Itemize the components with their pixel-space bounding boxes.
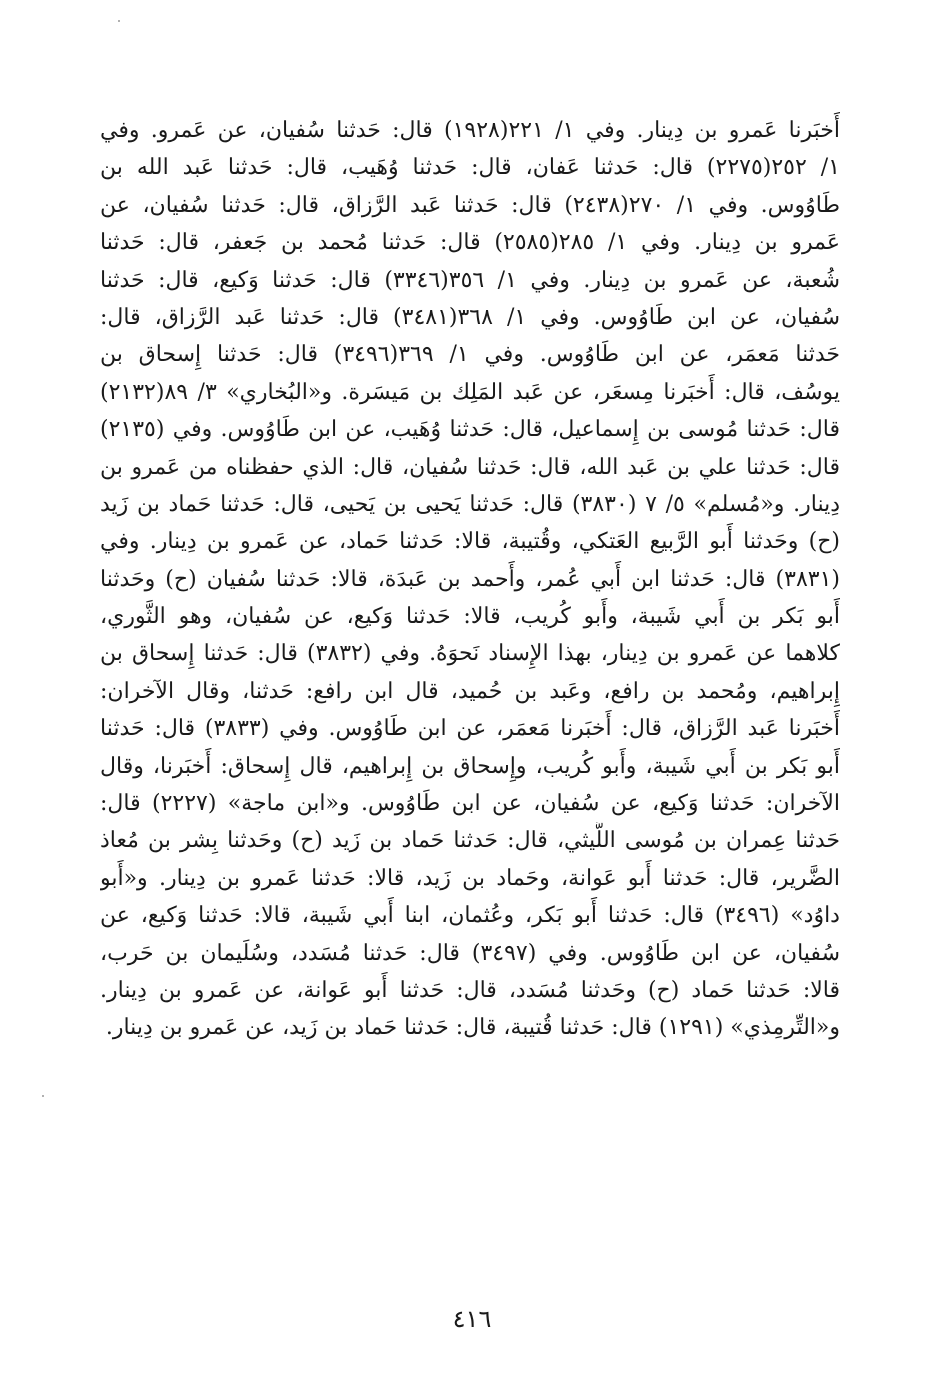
text-line: ١/ ٢٥٢(٢٢٧٥) قال: حَدثنا عَفان، قال: حَدثنا وُهَيب، قال: حَدثنا عَبد الله بن [100,155,840,181]
text-line: كلاهما عن عَمرو بن دِينار، بهذا الإِسناد نَحوَهُ. وفي (٣٨٣٢) قال: حَدثنا إِسحاق بن [100,641,840,667]
text-line: طَاوُوس. وفي ١/ ٢٧٠(٢٤٣٨) قال: حَدثنا عَبد الرَّزاق، قال: حَدثنا سُفيان، عن [100,192,840,218]
text-line: الآخران: حَدثنا وَكيع، عن سُفيان، عن ابن طَاوُوس. و«ابن ماجة» (٢٢٢٧) قال: [100,791,840,817]
text-line: سُفيان، عن ابن طَاوُوس. وفي ١/ ٣٦٨(٣٤٨١) قال: حَدثنا عَبد الرَّزاق، قال: [100,304,840,330]
text-line: عَمرو بن دِينار. وفي ١/ ٢٨٥(٢٥٨٥) قال: حَدثنا مُحمد بن جَعفر، قال: حَدثنا [100,230,840,256]
text-line: أَبو بَكر بن أَبي شَيبة، وأَبو كُريب، وإِسحاق بن إِبراهيم، قال إِسحاق: أَخبَرنا، وقال [100,753,840,779]
text-line: حَدثنا مَعمَر، عن ابن طَاوُوس. وفي ١/ ٣٦٩(٣٤٩٦) قال: حَدثنا إِسحاق بن [100,342,840,368]
scan-speck [42,1095,44,1097]
text-line: (٣٨٣١) قال: حَدثنا ابن أَبي عُمر، وأَحمد بن عَبدَة، قالا: حَدثنا سُفيان (ح) وحَدثنا [100,566,840,592]
text-line: قال: حَدثنا مُوسى بن إِسماعيل، قال: حَدثنا وُهَيب، عن ابن طَاوُوس. وفي (٢١٣٥) [100,417,840,443]
text-line: أَبو بَكر بن أَبي شَيبة، وأَبو كُريب، قالا: حَدثنا وَكيع، عن سُفيان، وهو الثَّوري، [100,604,840,630]
text-line: يوسُف، قال: أَخبَرنا مِسعَر، عن عَبد المَلِك بن مَيسَرة. و«البُخاري» ٣/ ٨٩(٢١٣٢) [100,379,840,405]
body-text [100,112,840,1047]
text-line: شُعبة، عن عَمرو بن دِينار. وفي ١/ ٣٥٦(٣٣٤٦) قال: حَدثنا وَكيع، قال: حَدثنا [100,267,840,293]
text-line: أَخبَرنا عَبد الرَّزاق، قال: أَخبَرنا مَعمَر، عن ابن طَاوُوس. وفي (٣٨٣٣) قال: حَدثنا [100,716,840,742]
text-line: سُفيان، عن ابن طَاوُوس. وفي (٣٤٩٧) قال: حَدثنا مُسَدد، وسُلَيمان بن حَرب، [100,940,840,966]
text-line: (ح) وحَدثنا أَبو الرَّبيع العَتكي، وقُتيبة، قالا: حَدثنا حَماد، عن عَمرو بن دِينار. وفي [100,529,840,555]
text-line: قالا: حَدثنا حَماد (ح) وحَدثنا مُسَدد، قال: حَدثنا أَبو عَوانة، عن عَمرو بن دِينار. [100,977,840,1003]
text-line: الضَّرير، قال: حَدثنا أَبو عَوانة، وحَماد بن زَيد، قالا: حَدثنا عَمرو بن دِينار. و«أَبو [100,865,840,891]
scan-speck [118,20,120,22]
text-line: إِبراهيم، ومُحمد بن رافع، وعَبد بن حُميد، قال ابن رافع: حَدثنا، وقال الآخران: [100,678,840,704]
page-number: ٤١٦ [452,1305,492,1333]
text-line: قال: حَدثنا علي بن عَبد الله، قال: حَدثنا سُفيان، قال: الذي حفظناه من عَمرو بن [100,454,840,480]
text-line: حَدثنا عِمران بن مُوسى اللَّيثي، قال: حَدثنا حَماد بن زَيد (ح) وحَدثنا بِشر بن مُعاذ [100,828,840,854]
text-line: و«التِّرمِذي» (١٢٩١) قال: حَدثنا قُتيبة، قال: حَدثنا حَماد بن زَيد، عن عَمرو بن دِينار. [105,1015,840,1041]
text-line: دِينار. و«مُسلم» ٥/ ٧ (٣٨٣٠) قال: حَدثنا يَحيى بن يَحيى، قال: حَدثنا حَماد بن زَيد [100,491,840,517]
text-line: أَخبَرنا عَمرو بن دِينار. وفي ١/ ٢٢١(١٩٢٨) قال: حَدثنا سُفيان، عن عَمرو. وفي [100,118,840,143]
text-line: داوُد» (٣٤٩٦) قال: حَدثنا أَبو بَكر، وعُثمان، ابنا أَبي شَيبة، قالا: حَدثنا وَكيع، عن [100,903,840,929]
